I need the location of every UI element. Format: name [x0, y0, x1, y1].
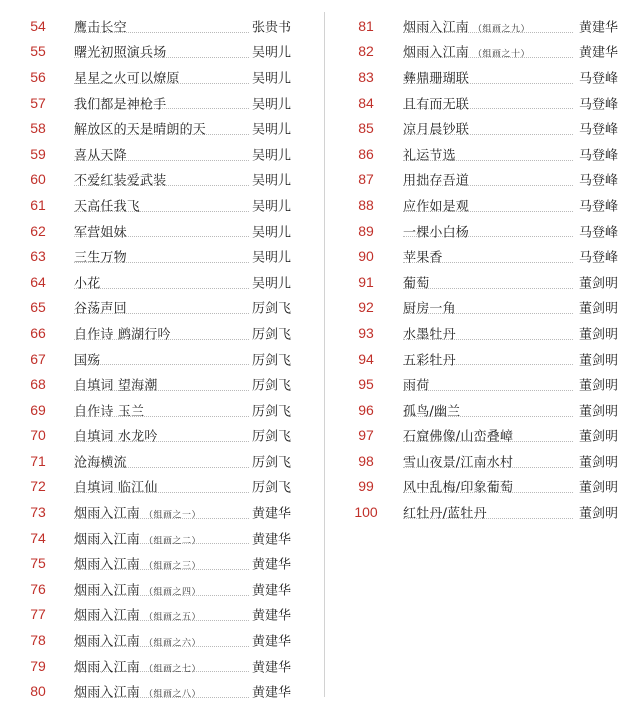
list-item: [10, 397, 315, 423]
list-item: [337, 423, 637, 449]
item-subtitle: （组画之十）: [473, 49, 531, 60]
item-title-text: 礼运节选: [403, 148, 456, 164]
list-item: [10, 525, 315, 551]
list-item: [10, 653, 315, 679]
item-author: 董剑明: [577, 349, 618, 368]
item-author: 吴明儿: [250, 144, 291, 163]
item-title-text: 彝鼎珊瑚联: [403, 71, 470, 87]
item-number: 81: [358, 17, 374, 34]
item-number: 91: [358, 273, 374, 290]
item-title-text: 自作诗 鹧湖行吟: [74, 327, 171, 343]
item-author: 黄建华: [250, 682, 291, 701]
item-author: 厉剑飞: [250, 298, 291, 317]
item-author: 董剑明: [577, 477, 618, 496]
item-title-text: 曙光初照演兵场: [74, 45, 167, 61]
item-title-text: 三生万物: [74, 250, 127, 266]
list-item: [337, 167, 637, 193]
list-item: [337, 64, 637, 90]
list-item: [10, 243, 315, 269]
item-title-text: 五彩牡丹: [403, 353, 456, 369]
item-title: [74, 298, 127, 317]
item-title: [74, 579, 201, 598]
item-title-text: 军营姐妹: [74, 225, 127, 241]
item-title-text: 烟雨入江南: [74, 583, 141, 599]
item-title-text: 红牡丹/蓝牡丹: [403, 506, 487, 522]
item-number: 93: [358, 324, 374, 341]
item-author: 黄建华: [250, 631, 291, 650]
item-title-text: 葡萄: [403, 276, 430, 292]
item-title: [74, 323, 171, 342]
item-number: 89: [358, 222, 374, 239]
item-title: [74, 528, 201, 547]
item-author: 马登峰: [577, 119, 618, 138]
item-number: 62: [30, 222, 46, 239]
list-item: [10, 39, 315, 65]
item-author: 吴明儿: [250, 195, 291, 214]
item-title: [74, 554, 201, 573]
item-subtitle: （组画之八）: [144, 689, 202, 700]
item-title: [74, 247, 127, 266]
list-item: [10, 576, 315, 602]
list-item: [10, 320, 315, 346]
item-title-text: 烟雨入江南: [74, 634, 141, 650]
item-author: 董剑明: [577, 503, 618, 522]
item-number: 76: [30, 580, 46, 597]
item-author: 马登峰: [577, 247, 618, 266]
item-author: 厉剑飞: [250, 349, 291, 368]
item-author: 厉剑飞: [250, 375, 291, 394]
item-title-text: 我们都是神枪手: [74, 97, 167, 113]
item-title-text: 自填词 望海潮: [74, 378, 158, 394]
item-number: 71: [30, 452, 46, 469]
item-title: [74, 93, 166, 112]
list-item: [337, 141, 637, 167]
item-title-text: 自填词 水龙吟: [74, 429, 158, 445]
item-title: [403, 451, 513, 470]
item-author: 吴明儿: [250, 272, 291, 291]
item-title: [74, 170, 166, 189]
item-title: [403, 170, 469, 189]
item-title-text: 凉月晨钞联: [403, 122, 470, 138]
list-item: [337, 13, 637, 39]
item-number: 100: [354, 504, 378, 521]
item-number: 69: [30, 401, 46, 418]
item-author: 黄建华: [250, 528, 291, 547]
item-author: 黄建华: [250, 503, 291, 522]
item-title: [74, 451, 127, 470]
dotted-leader: [74, 288, 255, 289]
item-number: 80: [30, 683, 46, 700]
item-title-text: 烟雨入江南: [74, 608, 141, 624]
list-item: [10, 64, 315, 90]
item-title-text: 自作诗 玉兰: [74, 404, 145, 420]
item-number: 98: [358, 452, 374, 469]
item-number: 75: [30, 555, 46, 572]
list-item: [337, 448, 637, 474]
item-author: 厉剑飞: [250, 451, 291, 470]
list-item: [10, 218, 315, 244]
item-title: [74, 605, 201, 624]
list-item: [337, 346, 637, 372]
item-title-text: 星星之火可以燎原: [74, 71, 180, 87]
list-item: [337, 371, 637, 397]
item-title: [403, 375, 429, 394]
item-number: 55: [30, 43, 46, 60]
item-title: [74, 119, 206, 138]
item-number: 83: [358, 68, 374, 85]
list-item: [337, 499, 637, 525]
list-item: [337, 320, 637, 346]
item-title-text: 水墨牡丹: [403, 327, 456, 343]
item-title: [403, 247, 443, 266]
item-author: 董剑明: [577, 323, 618, 342]
item-title-text: 天高任我飞: [74, 199, 141, 215]
item-title: [403, 67, 469, 86]
item-author: 马登峰: [577, 144, 618, 163]
item-author: 厉剑飞: [250, 323, 291, 342]
list-item: [10, 550, 315, 576]
list-item: [10, 678, 315, 704]
item-number: 99: [358, 478, 374, 495]
list-item: [10, 141, 315, 167]
list-item: [337, 397, 637, 423]
item-title: [74, 426, 158, 445]
item-title-text: 谷荡声回: [74, 301, 127, 317]
item-title-text: 小花: [74, 276, 101, 292]
item-title-text: 鹰击长空: [74, 20, 127, 36]
item-title: [403, 426, 513, 445]
item-title-text: 雪山夜景/江南水村: [403, 455, 514, 471]
right-column: [337, 13, 637, 525]
list-item: [10, 627, 315, 653]
list-item: [10, 167, 315, 193]
item-title-text: 烟雨入江南: [74, 685, 141, 701]
item-title-text: 烟雨入江南: [74, 506, 141, 522]
item-author: 马登峰: [577, 170, 618, 189]
item-number: 86: [358, 145, 374, 162]
list-item: [337, 218, 637, 244]
list-item: [337, 269, 637, 295]
item-number: 67: [30, 350, 46, 367]
item-title-text: 烟雨入江南: [403, 45, 470, 61]
item-author: 董剑明: [577, 272, 618, 291]
item-title: [74, 195, 140, 214]
item-author: 吴明儿: [250, 221, 291, 240]
item-title-text: 孤鸟/幽兰: [403, 404, 461, 420]
list-item: [10, 602, 315, 628]
item-subtitle: （组画之九）: [473, 24, 531, 35]
item-number: 85: [358, 120, 374, 137]
item-title-text: 且有而无联: [403, 97, 470, 113]
item-author: 黄建华: [250, 579, 291, 598]
list-item: [10, 371, 315, 397]
item-author: 吴明儿: [250, 42, 291, 61]
column-divider: [324, 12, 325, 697]
item-title: [403, 323, 456, 342]
item-title-text: 厨房一角: [403, 301, 456, 317]
item-author: 董剑明: [577, 298, 618, 317]
item-author: 马登峰: [577, 221, 618, 240]
item-number: 65: [30, 299, 46, 316]
item-title: [403, 42, 530, 61]
item-number: 95: [358, 376, 374, 393]
item-title-text: 用拙存吾道: [403, 173, 470, 189]
dotted-leader: [74, 364, 255, 365]
item-title: [403, 298, 456, 317]
item-author: 董剑明: [577, 451, 618, 470]
item-title: [403, 400, 460, 419]
item-title-text: 喜从天降: [74, 148, 127, 164]
item-number: 57: [30, 94, 46, 111]
item-title-text: 雨荷: [403, 378, 430, 394]
item-number: 63: [30, 248, 46, 265]
list-item: [337, 243, 637, 269]
item-subtitle: （组画之四）: [144, 587, 202, 598]
item-title: [74, 144, 127, 163]
item-title: [403, 503, 487, 522]
item-title-text: 烟雨入江南: [403, 20, 470, 36]
item-author: 董剑明: [577, 400, 618, 419]
item-subtitle: （组画之三）: [144, 561, 202, 572]
item-number: 61: [30, 196, 46, 213]
item-title: [74, 477, 158, 496]
item-author: 吴明儿: [250, 93, 291, 112]
item-title-text: 应作如是观: [403, 199, 470, 215]
item-title-text: 一棵小白杨: [403, 225, 470, 241]
item-number: 82: [358, 43, 374, 60]
item-title-text: 不爱红装爱武装: [74, 173, 167, 189]
item-number: 97: [358, 427, 374, 444]
item-author: 马登峰: [577, 93, 618, 112]
item-number: 92: [358, 299, 374, 316]
item-author: 黄建华: [250, 656, 291, 675]
item-title: [74, 67, 180, 86]
item-title: [74, 272, 100, 291]
item-title: [74, 42, 166, 61]
item-title: [403, 195, 469, 214]
item-title: [403, 477, 513, 496]
item-author: 吴明儿: [250, 67, 291, 86]
item-number: 94: [358, 350, 374, 367]
item-title-text: 自填词 临江仙: [74, 480, 158, 496]
item-number: 64: [30, 273, 46, 290]
item-author: 张贵书: [250, 16, 291, 35]
item-subtitle: （组画之六）: [144, 638, 202, 649]
item-subtitle: （组画之七）: [144, 664, 202, 675]
list-item: [337, 115, 637, 141]
list-item: [337, 192, 637, 218]
list-item: [10, 90, 315, 116]
list-item: [10, 269, 315, 295]
item-title: [74, 375, 158, 394]
item-title-text: 国殇: [74, 353, 101, 369]
item-number: 87: [358, 171, 374, 188]
item-title: [74, 349, 100, 368]
item-number: 58: [30, 120, 46, 137]
item-number: 56: [30, 68, 46, 85]
item-number: 54: [30, 17, 46, 34]
item-title: [74, 656, 201, 675]
item-subtitle: （组画之二）: [144, 536, 202, 547]
item-author: 黄建华: [250, 554, 291, 573]
item-number: 74: [30, 529, 46, 546]
item-title: [74, 400, 144, 419]
item-title: [403, 119, 469, 138]
item-number: 60: [30, 171, 46, 188]
item-number: 72: [30, 478, 46, 495]
list-item: [337, 90, 637, 116]
list-item: [10, 346, 315, 372]
list-item: [10, 13, 315, 39]
list-item: [337, 295, 637, 321]
item-number: 66: [30, 324, 46, 341]
item-author: 黄建华: [250, 605, 291, 624]
item-title-text: 石窟佛像/山峦叠嶂: [403, 429, 514, 445]
item-author: 马登峰: [577, 67, 618, 86]
item-number: 73: [30, 504, 46, 521]
item-number: 78: [30, 632, 46, 649]
list-item: [337, 39, 637, 65]
item-title: [74, 16, 127, 35]
item-number: 77: [30, 606, 46, 623]
list-item: [337, 474, 637, 500]
item-author: 董剑明: [577, 426, 618, 445]
item-number: 96: [358, 401, 374, 418]
item-title: [74, 682, 201, 701]
item-title: [74, 503, 201, 522]
item-author: 吴明儿: [250, 247, 291, 266]
list-item: [10, 499, 315, 525]
item-author: 黄建华: [577, 16, 618, 35]
list-item: [10, 423, 315, 449]
item-title: [403, 16, 530, 35]
item-author: 厉剑飞: [250, 426, 291, 445]
item-number: 59: [30, 145, 46, 162]
list-item: [10, 192, 315, 218]
left-column: [10, 13, 315, 704]
item-title: [403, 349, 456, 368]
item-author: 吴明儿: [250, 119, 291, 138]
list-item: [10, 448, 315, 474]
item-number: 79: [30, 657, 46, 674]
item-title: [403, 144, 456, 163]
item-author: 厉剑飞: [250, 477, 291, 496]
item-number: 68: [30, 376, 46, 393]
item-title: [403, 221, 469, 240]
item-author: 黄建华: [577, 42, 618, 61]
item-title: [403, 272, 429, 291]
item-number: 70: [30, 427, 46, 444]
item-subtitle: （组画之五）: [144, 612, 202, 623]
item-title: [74, 221, 127, 240]
item-author: 董剑明: [577, 375, 618, 394]
item-title-text: 解放区的天是晴朗的天: [74, 122, 207, 138]
item-title-text: 烟雨入江南: [74, 660, 141, 676]
item-title-text: 烟雨入江南: [74, 532, 141, 548]
item-title-text: 烟雨入江南: [74, 557, 141, 573]
item-author: 马登峰: [577, 195, 618, 214]
item-title: [403, 93, 469, 112]
list-item: [10, 295, 315, 321]
list-item: [10, 115, 315, 141]
item-title-text: 沧海横流: [74, 455, 127, 471]
item-title-text: 苹果香: [403, 250, 443, 266]
item-number: 84: [358, 94, 374, 111]
item-title-text: 风中乱梅/印象葡萄: [403, 480, 514, 496]
item-title: [74, 631, 201, 650]
item-number: 88: [358, 196, 374, 213]
list-item: [10, 474, 315, 500]
item-author: 厉剑飞: [250, 400, 291, 419]
item-subtitle: （组画之一）: [144, 510, 202, 521]
item-author: 吴明儿: [250, 170, 291, 189]
item-number: 90: [358, 248, 374, 265]
